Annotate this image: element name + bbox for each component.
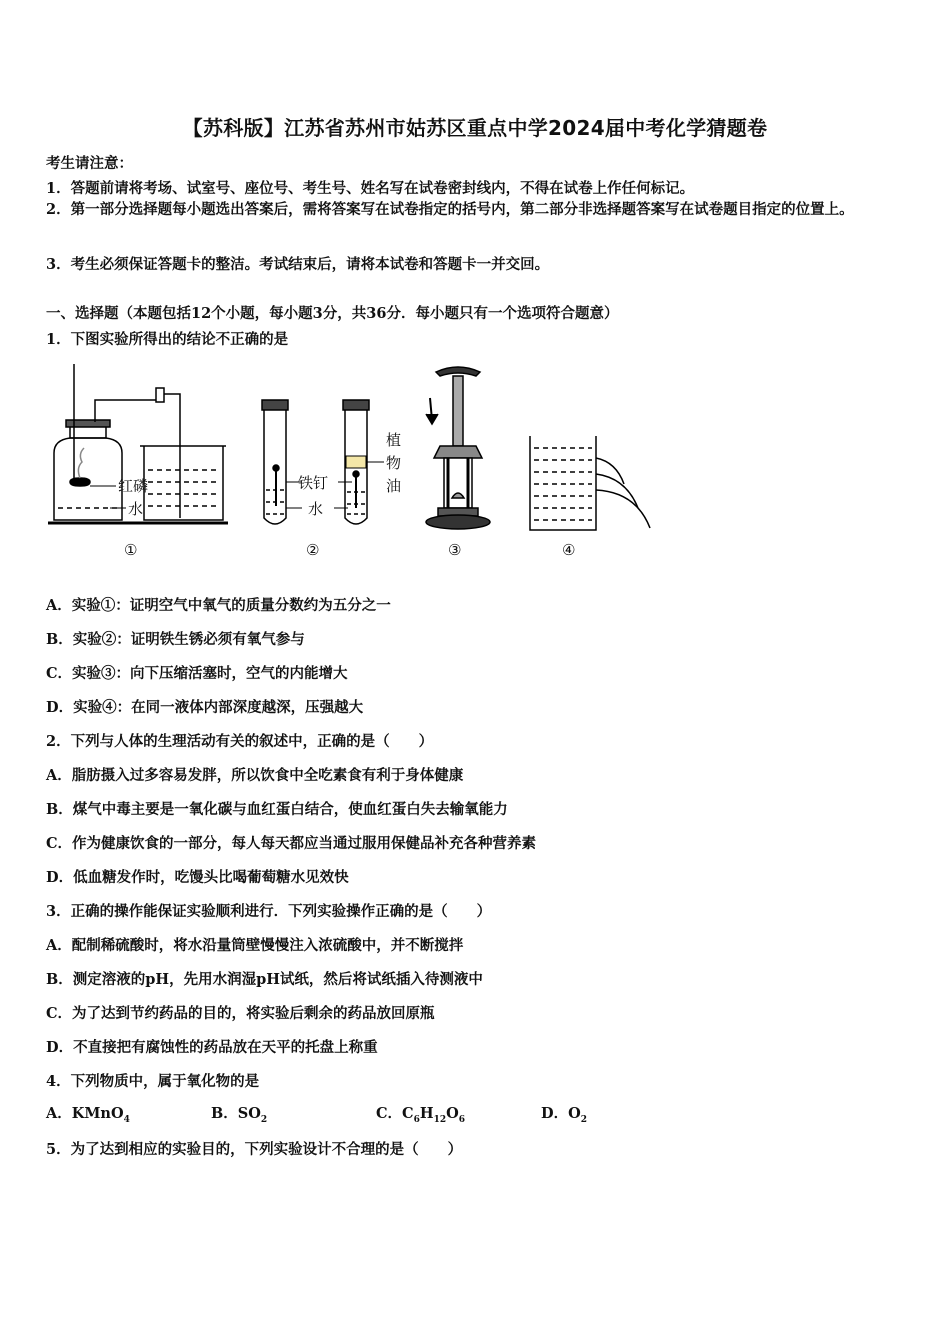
notice-item-3: 3．考生必须保证答题卡的整洁。考试结束后，请将本试卷和答题卡一并交回。 xyxy=(46,256,550,273)
label-veg-oil-1: 植 xyxy=(386,431,402,449)
q2-stem: 2．下列与人体的生理活动有关的叙述中，正确的是（ ） xyxy=(46,733,434,750)
notice-heading: 考生请注意： xyxy=(46,155,133,172)
notice-item-1: 1．答题前请将考场、试室号、座位号、考生号、姓名写在试卷密封线内，不得在试卷上作任何标记。 xyxy=(46,180,695,197)
q1-stem: 1．下图实验所得出的结论不正确的是 xyxy=(46,331,289,348)
fig-number-4: ④ xyxy=(562,541,576,559)
q2-option-c: C．作为健康饮食的一部分，每人每天都应当通过服用保健品补充各种营养素 xyxy=(46,835,537,852)
q4-option-a: A．KMnO$_4$ xyxy=(46,1105,130,1125)
q3-option-d: D．不直接把有腐蚀性的药品放在天平的托盘上称重 xyxy=(46,1039,378,1056)
fig-number-1: ① xyxy=(124,541,138,559)
q3-option-c: C．为了达到节约药品的目的，将实验后剩余的药品放回原瓶 xyxy=(46,1005,435,1022)
label-red-phosphorus: 红磷 xyxy=(118,477,149,495)
q1-option-d: D．实验④：在同一液体内部深度越深，压强越大 xyxy=(46,699,364,716)
label-iron-nail: 铁钉 xyxy=(298,474,329,492)
fig-number-2: ② xyxy=(306,541,320,559)
q5-stem: 5．为了达到相应的实验目的，下列实验设计不合理的是（ ） xyxy=(46,1141,463,1158)
q1-option-b: B．实验②：证明铁生锈必须有氧气参与 xyxy=(46,631,305,648)
label-water-2: 水 xyxy=(308,500,324,518)
label-veg-oil-2: 物 xyxy=(386,454,402,472)
label-veg-oil-3: 油 xyxy=(386,477,402,495)
q4-option-c: C．$C_6H_{12}O_6$ xyxy=(376,1105,465,1125)
q4-options xyxy=(46,1102,746,1124)
q2-option-a: A．脂肪摄入过多容易发胖，所以饮食中全吃素食有利于身体健康 xyxy=(46,767,464,784)
experiment-figure xyxy=(40,358,680,568)
label-water-1: 水 xyxy=(128,500,144,518)
q4-stem: 4．下列物质中，属于氧化物的是 xyxy=(46,1073,260,1090)
q2-option-d: D．低血糖发作时，吃馒头比喝葡萄糖水见效快 xyxy=(46,869,349,886)
section-heading: 一、选择题（本题包括12个小题，每小题3分，共36分．每小题只有一个选项符合题意） xyxy=(46,305,619,322)
notice-item-2: 2．第一部分选择题每小题选出答案后，需将答案写在试卷指定的括号内，第二部分非选择题答案写在试卷题目指定的位置上。 xyxy=(46,201,854,218)
q1-option-c: C．实验③：向下压缩活塞时，空气的内能增大 xyxy=(46,665,348,682)
q3-option-a: A．配制稀硫酸时，将水沿量筒壁慢慢注入浓硫酸中，并不断搅拌 xyxy=(46,937,464,954)
q2-option-b: B．煤气中毒主要是一氧化碳与血红蛋白结合，使血红蛋白失去输氧能力 xyxy=(46,801,508,818)
q1-option-a: A．实验①：证明空气中氧气的质量分数约为五分之一 xyxy=(46,597,391,614)
q4-option-b: B．$SO_2$ xyxy=(211,1105,268,1125)
page-title: 【苏科版】江苏省苏州市姑苏区重点中学2024届中考化学猜题卷 xyxy=(182,116,768,140)
q4-option-d: D．$O_2$ xyxy=(541,1105,587,1125)
q3-stem: 3．正确的操作能保证实验顺利进行．下列实验操作正确的是（ ） xyxy=(46,903,492,920)
q3-option-b: B．测定溶液的pH，先用水润湿pH试纸，然后将试纸插入待测液中 xyxy=(46,971,483,988)
fig-number-3: ③ xyxy=(448,541,462,559)
